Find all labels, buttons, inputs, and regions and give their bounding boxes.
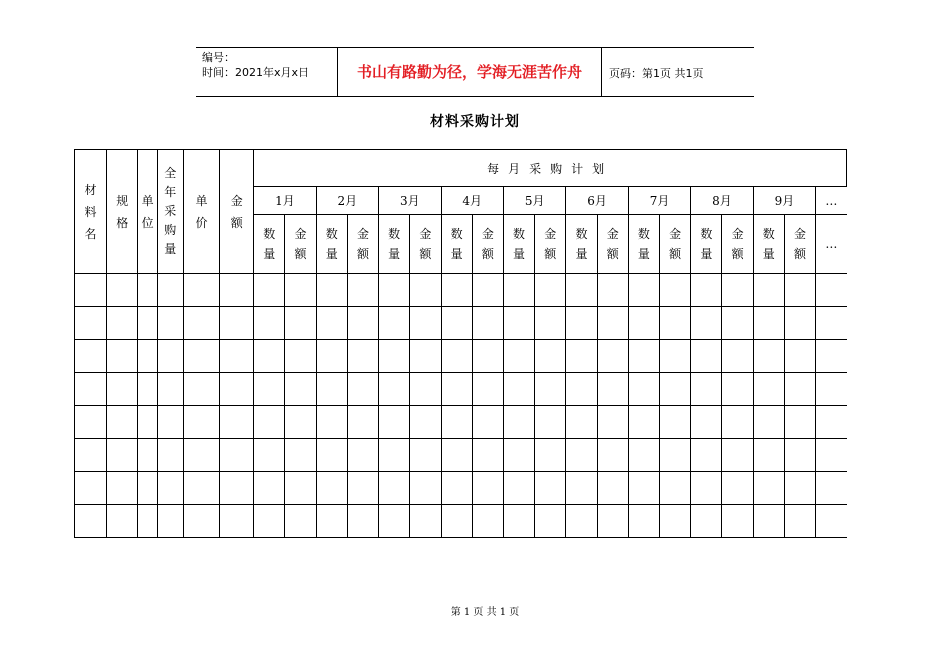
col-unit-price: 单价	[183, 150, 220, 274]
header-page-label: 页码：第1页 共1页	[609, 67, 704, 80]
sub-amount: 金额	[660, 215, 691, 274]
page-title: 材料采购计划	[430, 114, 520, 130]
col-unit: 单位	[138, 150, 158, 274]
header-row-1	[75, 150, 950, 187]
sub-qty: 数量	[566, 215, 597, 274]
month-9: 9月	[753, 187, 815, 215]
month-5: 5月	[503, 187, 565, 215]
sub-qty: 数量	[503, 215, 534, 274]
sub-amount: 金额	[597, 215, 628, 274]
month-1: 1月	[254, 187, 316, 215]
month-6: 6月	[566, 187, 628, 215]
month-4: 4月	[441, 187, 503, 215]
sub-qty: 数量	[379, 215, 410, 274]
sub-amount: 金额	[784, 215, 815, 274]
table-row	[75, 406, 950, 439]
col-spec: 规格	[107, 150, 138, 274]
month-8: 8月	[691, 187, 753, 215]
page-footer	[0, 603, 950, 618]
sub-amount: 金额	[347, 215, 378, 274]
month-2: 2月	[316, 187, 378, 215]
col-material-name: 材料名	[75, 150, 107, 274]
header-divider-right	[601, 47, 602, 96]
header-meta	[202, 50, 309, 80]
sub-qty: 数量	[254, 215, 285, 274]
sub-qty: 数量	[316, 215, 347, 274]
header-bottom-rule	[196, 96, 754, 97]
footer-page-text: 第 1 页 共 1 页	[450, 607, 520, 618]
col-amount: 金额	[220, 150, 254, 274]
table-row	[75, 472, 950, 505]
table-row	[75, 439, 950, 472]
sub-amount: 金额	[722, 215, 753, 274]
date-label: 时间：2021年x月x日	[202, 66, 310, 79]
sub-more: …	[816, 215, 847, 274]
month-more: …	[816, 187, 847, 215]
table-row	[75, 307, 950, 340]
col-annual-qty: 全年采购量	[157, 150, 183, 274]
monthly-plan-header: 每月采购计划	[254, 150, 847, 187]
sub-amount: 金额	[285, 215, 316, 274]
sub-amount: 金额	[472, 215, 503, 274]
table-row	[75, 274, 950, 307]
month-7: 7月	[628, 187, 690, 215]
table-row	[75, 505, 950, 538]
table-row	[75, 340, 950, 373]
sub-qty: 数量	[691, 215, 722, 274]
sub-amount: 金额	[410, 215, 441, 274]
sub-amount: 金额	[535, 215, 566, 274]
sub-qty: 数量	[628, 215, 659, 274]
header-slogan: 书山有路勤为径，学海无涯苦作舟	[356, 63, 582, 81]
purchase-plan-table	[74, 149, 950, 538]
serial-label: 编号：	[202, 51, 235, 64]
table-row	[75, 373, 950, 406]
sub-qty: 数量	[441, 215, 472, 274]
month-3: 3月	[379, 187, 441, 215]
sub-qty: 数量	[753, 215, 784, 274]
